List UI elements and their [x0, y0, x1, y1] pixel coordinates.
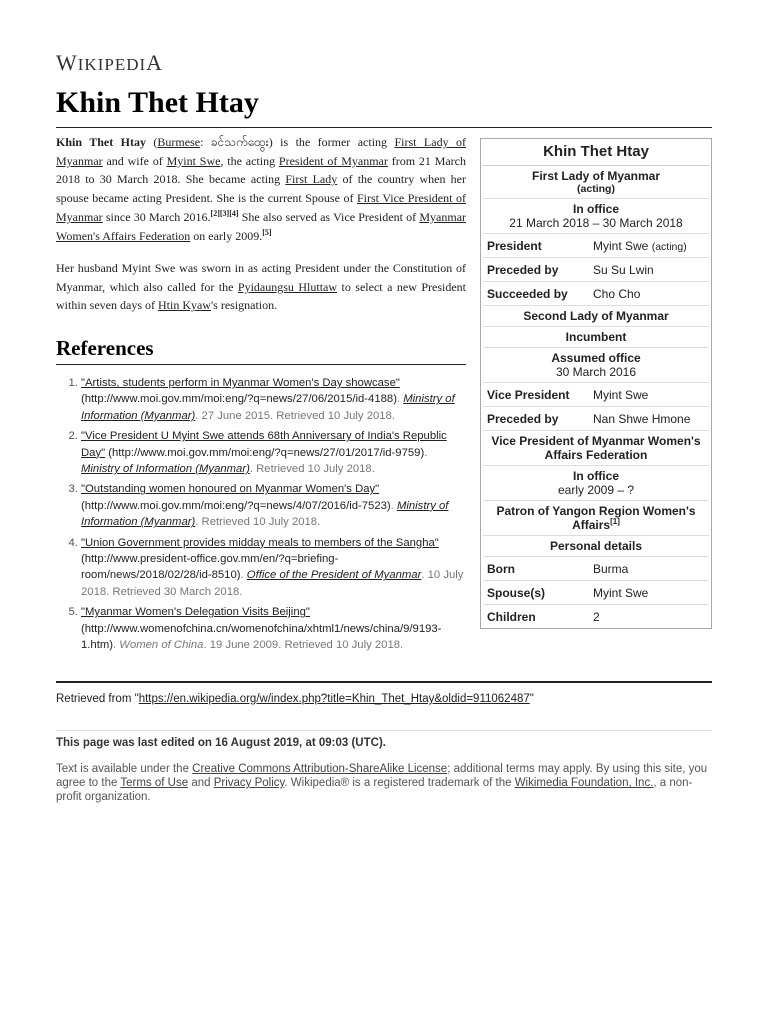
license-part: Text is available under the [56, 763, 193, 775]
reference-item [81, 481, 466, 530]
cc-license-link[interactable]: Creative Commons Attribution-ShareAlike License [192, 763, 448, 775]
patron-title: Patron of Yangon Region Women's Affairs [496, 504, 696, 532]
link-htin-kyaw[interactable]: Htin Kyaw [157, 298, 211, 313]
lead-text: and wife of [102, 153, 167, 168]
in-office-dates: early 2009 – ? [557, 483, 635, 497]
license-part: , a non-profit organization. [56, 777, 693, 803]
infobox-row-succeeded-by [483, 282, 709, 306]
reference-item [81, 535, 466, 601]
logo-last: A [146, 50, 164, 75]
office-title [483, 504, 709, 532]
subject-name: Khin Thet Htay [56, 135, 146, 149]
row-value [593, 239, 705, 253]
reference-item [81, 604, 466, 653]
lead-text: of the country when her spouse became acting President. She is the current Spouse of [56, 172, 466, 206]
reference-date: . 10 July 2018. Retrieved 30 March 2018. [81, 569, 464, 598]
office-title: Vice President of Myanmar Women's Affairs Federation [491, 434, 701, 462]
citation-5[interactable]: [5] [262, 227, 272, 237]
row-label: Children [487, 609, 536, 624]
infobox-office-patron [483, 501, 709, 536]
reference-title-link[interactable]: "Union Government provides midday meals to members of the Sangha" [81, 536, 439, 549]
infobox [480, 138, 712, 629]
references-divider [56, 364, 466, 365]
reference-url: (http://www.womenofchina.cn/womenofchina/xhtml1/news/china/9/9193-1.htm) [81, 622, 442, 652]
row-value: Cho Cho [593, 286, 641, 301]
wikipedia-logo[interactable] [56, 50, 163, 76]
in-office-label: In office [572, 202, 619, 216]
retrieved-from [56, 693, 534, 705]
reference-date: . Retrieved 10 July 2018. [249, 463, 375, 476]
row-label: Born [487, 561, 515, 576]
last-edited: This page was last edited on 16 August 2019, at 09:03 (UTC). [56, 737, 386, 749]
infobox-personal-details [483, 536, 709, 557]
link-myint-swe[interactable]: Myint Swe [166, 153, 221, 168]
logo-first: W [56, 50, 78, 75]
row-label: Preceded by [487, 262, 559, 277]
retrieved-prefix: Retrieved from " [56, 693, 139, 705]
link-first-vice-president[interactable]: First Vice President of Myanmar [56, 191, 466, 224]
references-list [56, 375, 466, 658]
reference-title-link[interactable]: "Myanmar Women's Delegation Visits Beijing" [81, 606, 310, 619]
reference-publisher-link[interactable]: Office of the President of Myanmar [246, 569, 422, 582]
license-text [56, 762, 712, 804]
reference-date: . 27 June 2015. Retrieved 10 July 2018. [195, 409, 395, 422]
logo-middle: IKIPEDI [77, 55, 147, 74]
reference-item [81, 428, 466, 477]
reference-sep: . [390, 499, 397, 512]
reference-publisher-link[interactable]: Ministry of Information (Myanmar) [81, 499, 449, 529]
reference-item [81, 375, 466, 424]
in-office-dates: 21 March 2018 – 30 March 2018 [509, 216, 683, 230]
terms-of-use-link[interactable]: Terms of Use [120, 777, 189, 789]
second-paragraph [56, 259, 466, 315]
citation-1[interactable]: [1] [610, 517, 620, 526]
reference-url: (http://www.moi.gov.mm/moi:eng/?q=news/27/01/2017/id-9759) [105, 446, 425, 459]
infobox-row-preceded-by [483, 258, 709, 282]
link-president-of-myanmar[interactable]: President of Myanmar [278, 153, 388, 168]
infobox-incumbent [483, 327, 709, 348]
lead-text: on early 2009. [190, 228, 263, 243]
row-label: Succeeded by [487, 286, 568, 301]
incumbent-label: Incumbent [565, 330, 627, 344]
lead-text: from 21 March 2018 to 30 March 2018. She became acting [56, 153, 467, 187]
infobox-row-children [483, 605, 709, 628]
lead-text: , the acting [220, 153, 279, 168]
reference-title-link[interactable]: "Outstanding women honoured on Myanmar Women's Day" [81, 483, 380, 496]
reference-url: (http://www.president-office.gov.mm/en/?q=briefing-room/news/2018/02/28/id-8510) [81, 553, 339, 582]
row-label: President [487, 238, 542, 253]
row-label: Preceded by [487, 411, 559, 426]
reference-title-link[interactable]: "Vice President U Myint Swe attends 68th Anniversary of India's Republic Day" [81, 430, 447, 459]
retrieved-suffix: " [529, 693, 534, 705]
link-first-lady-of-myanmar[interactable]: First Lady of Myanmar [56, 135, 466, 168]
para-text: 's resignation. [210, 298, 278, 313]
infobox-row-preceded-by-2 [483, 407, 709, 431]
para-text: to select a new President within seven days of [56, 279, 466, 313]
reference-date: . Retrieved 10 July 2018. [195, 516, 321, 529]
in-office-label: In office [572, 469, 619, 483]
row-value: Su Su Lwin [593, 262, 654, 277]
link-first-lady[interactable]: First Lady [285, 172, 338, 187]
reference-url: (http://www.moi.gov.mm/moi:eng/?q=news/27/06/2015/id-4188) [81, 393, 397, 406]
assumed-label: Assumed office [551, 351, 641, 365]
row-value: Nan Shwe Hmone [593, 411, 691, 426]
office-title: First Lady of Myanmar [531, 169, 661, 183]
link-pyidaungsu-hluttaw[interactable]: Pyidaungsu Hluttaw [237, 279, 338, 294]
office-title: Second Lady of Myanmar [523, 309, 669, 323]
lead-paragraph [56, 133, 466, 245]
privacy-policy-link[interactable]: Privacy Policy [213, 777, 285, 789]
page-title: Khin Thet Htay [56, 86, 259, 119]
citation-2-3-4[interactable]: [2][3][4] [210, 208, 239, 218]
lead-text: since 30 March 2016. [102, 209, 211, 224]
infobox-office-mwaf [483, 431, 709, 466]
reference-sep: . [240, 569, 247, 582]
license-part: ; additional terms may apply. By using this site, you agree to the [56, 763, 708, 789]
personal-details-heading: Personal details [549, 539, 643, 553]
row-value: 2 [593, 609, 600, 624]
president-value: Myint Swe [593, 238, 649, 253]
lead-text: ( [145, 135, 158, 149]
infobox-row-born [483, 557, 709, 581]
title-divider [56, 127, 712, 128]
infobox-title: Khin Thet Htay [483, 139, 709, 166]
wikimedia-foundation-link[interactable]: Wikimedia Foundation, Inc. [514, 777, 654, 789]
row-value: Myint Swe [593, 585, 649, 600]
lead-text: She also served as Vice President of [238, 209, 420, 224]
reference-sep: . [113, 639, 120, 652]
infobox-in-office-2 [483, 466, 709, 501]
infobox-in-office [483, 199, 709, 234]
link-mwaf[interactable]: Myanmar Women's Affairs Federation [56, 209, 467, 243]
row-value: Myint Swe [593, 387, 649, 402]
reference-url: (http://www.moi.gov.mm/moi:eng/?q=news/4/07/2016/id-7523) [81, 499, 391, 512]
reference-sep: . [424, 446, 428, 459]
retrieved-url-link[interactable]: https://en.wikipedia.org/w/index.php?title=Khin_Thet_Htay&oldid=911062487 [138, 693, 530, 705]
reference-publisher-link[interactable]: Ministry of Information (Myanmar) [81, 463, 250, 476]
infobox-row-vice-president [483, 383, 709, 407]
footer-divider [56, 681, 712, 683]
assumed-date: 30 March 2016 [555, 365, 637, 379]
reference-publisher-link[interactable]: Ministry of Information (Myanmar) [81, 393, 455, 422]
lead-text: : ခင်သက်ထွေး) is the former acting [200, 135, 395, 149]
license-part: and [188, 777, 214, 789]
reference-sep: . [396, 393, 404, 406]
infobox-office-second-lady [483, 306, 709, 327]
reference-publisher: Women of China [119, 639, 204, 652]
reference-title-link[interactable]: "Artists, students perform in Myanmar Women's Day showcase" [81, 377, 400, 389]
infobox-office-first-lady [483, 166, 709, 199]
infobox-row-spouse [483, 581, 709, 605]
link-burmese[interactable]: Burmese [157, 135, 201, 149]
license-part: . Wikipedia® is a registered trademark of the [284, 777, 515, 789]
row-value: Burma [593, 561, 629, 576]
infobox-row-president [483, 234, 709, 258]
references-heading: References [56, 336, 154, 360]
para-text: Her husband Myint Swe was sworn in as acting President under the Constitution of Myanmar, which also called for the [56, 261, 466, 294]
infobox-assumed-office [483, 348, 709, 383]
reference-date: . 19 June 2009. Retrieved 10 July 2018. [203, 639, 404, 652]
office-note: (acting) [577, 183, 615, 195]
row-label: Vice President [487, 387, 570, 402]
footer-divider-2 [56, 730, 712, 731]
row-label: Spouse(s) [487, 585, 546, 600]
president-note: (acting) [651, 240, 687, 253]
